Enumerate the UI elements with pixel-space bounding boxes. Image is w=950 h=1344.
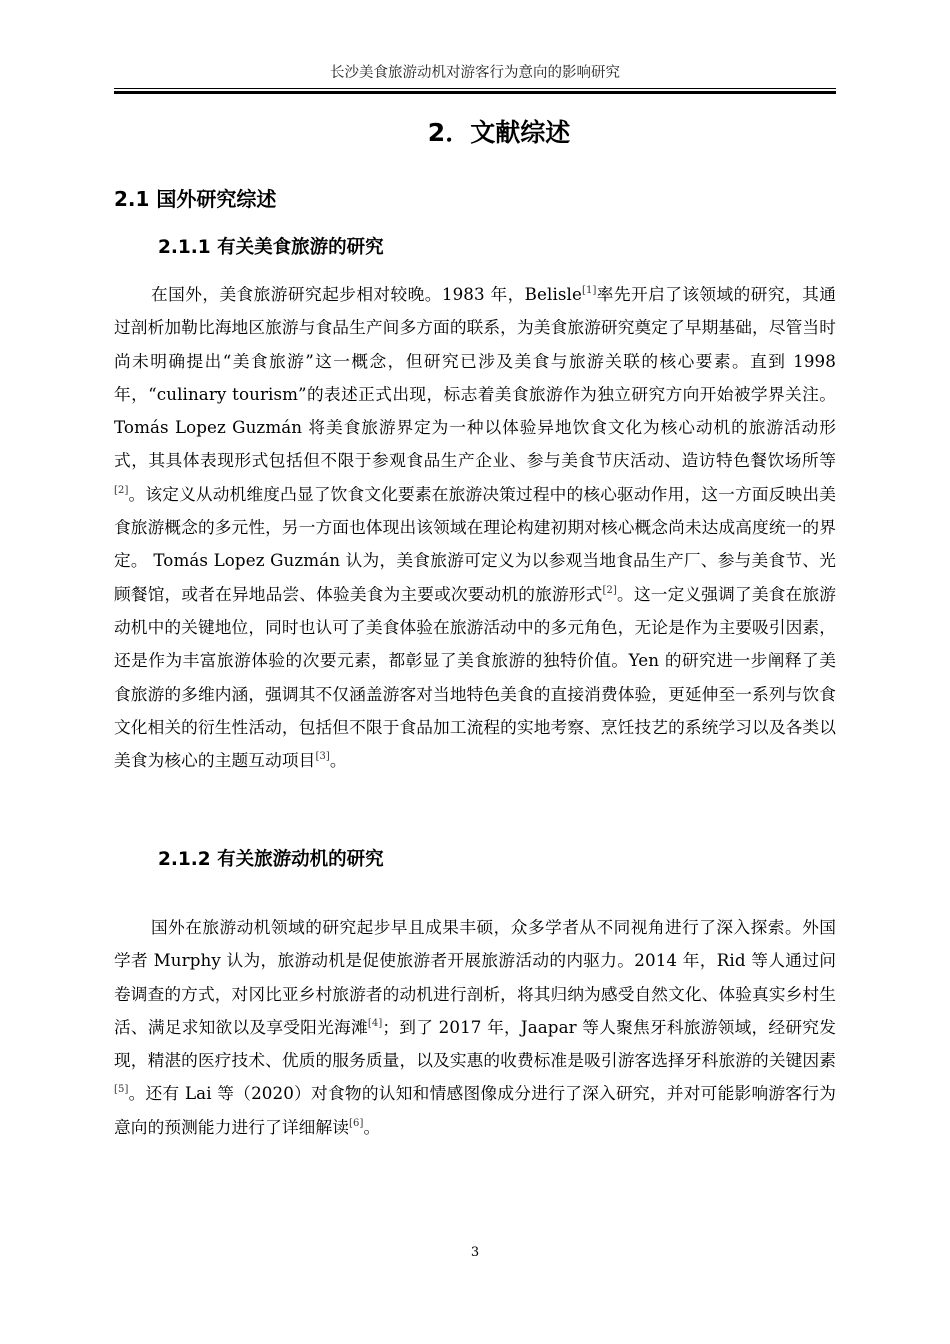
paragraph-text: 。这一定义强调了美食在旅游动机中的关键地位，同时也认可了美食体验在旅游活动中的多元角色，无论是作为主要吸引因素，还是作为丰富旅游体验的次要元素，都彰显了美食旅游的独特价值。Yen 的研究进一步阐释了美食旅游的多维内涵，强调其不仅涵盖游客对当地特色美食的直接消费体验，更延伸至一系列与饮食文化相关的衍生性活动，包括但不限于食品加工流程的实地考察、烹饪技艺的系统学习以及各类以美食为核心的主题互动项目: [114, 583, 836, 771]
paragraph-text: 率先开启了该领域的研究，其通过剖析加勒比海地区旅游与食品生产间多方面的联系，为美食旅游研究奠定了早期基础，尽管当时尚未明确提出“美食旅游”这一概念，但研究已涉及美食与旅游关联的核心要素。直到 1998 年，“culinary tourism”的表述正式出现，标志着美食旅游作为独立研究方向开始被学界关注。Tomás Lopez Guzmán 将美食旅游界定为一种以体验异地饮食文化为核心动机的旅游活动形式，其具体表现形式包括但不限于参观食品生产企业、参与美食节庆活动、造访特色餐饮场所等: [114, 284, 836, 471]
citation: [6]: [349, 1117, 364, 1129]
citation: [1]: [581, 285, 597, 296]
chapter-title: 2．文献综述: [427, 118, 571, 147]
citation: [2]: [114, 484, 129, 496]
header-rule-thick: [114, 91, 836, 94]
citation: [5]: [114, 1084, 129, 1096]
citation: [2]: [602, 584, 617, 596]
section-heading-2-1: 2.1 国外研究综述: [114, 187, 277, 211]
citation: [3]: [315, 751, 330, 763]
citation: [4]: [367, 1017, 383, 1029]
paragraph-text: 。: [329, 750, 347, 771]
paragraph-text: ；到了 2017 年，Jaapar 等人聚焦牙科旅游领域，经研究发现，精湛的医疗技术、优质的服务质量，以及实惠的收费标准是吸引游客选择牙科旅游的关键因素: [114, 1016, 836, 1071]
section-heading-2-1-1: 2.1.1 有关美食旅游的研究: [158, 237, 384, 258]
section-heading-2-1-2: 2.1.2 有关旅游动机的研究: [158, 849, 384, 870]
paragraph-tourism-motivation: [114, 911, 836, 1144]
paragraph-text: 。: [363, 1116, 381, 1137]
running-header: 长沙美食旅游动机对游客行为意向的影响研究: [330, 65, 620, 81]
header-rule-thin: [114, 88, 836, 89]
paragraph-text: 在国外，美食旅游研究起步相对较晚。1983 年，Belisle: [151, 284, 582, 304]
paragraph-culinary-tourism: [114, 278, 836, 777]
paragraph-text: 国外在旅游动机领域的研究起步早且成果丰硕，众多学者从不同视角进行了深入探索。外国学者 Murphy 认为，旅游动机是促使旅游者开展旅游活动的内驱力。2014 年，Rid 等人通过问卷调查的方式，对冈比亚乡村旅游者的动机进行剖析，将其归纳为感受自然文化、体验真实乡村生活、满足求知欲以及享受阳光海滩: [114, 917, 836, 1037]
paragraph-text: 。还有 Lai 等（2020）对食物的认知和情感图像成分进行了深入研究，并对可能影响游客行为意向的预测能力进行了详细解读: [114, 1083, 836, 1137]
paragraph-text: 。该定义从动机维度凸显了饮食文化要素在旅游决策过程中的核心驱动作用，这一方面反映出美食旅游概念的多元性，另一方面也体现出该领域在理论构建初期对核心概念尚未达成高度统一的界定。 Tomás Lopez Guzmán 认为，美食旅游可定义为以参观当地食品生产厂、参与美食节、光顾餐馆，或者在异地品尝、体验美食为主要或次要动机的旅游形式: [114, 483, 836, 604]
page-number: 3: [470, 1245, 480, 1260]
